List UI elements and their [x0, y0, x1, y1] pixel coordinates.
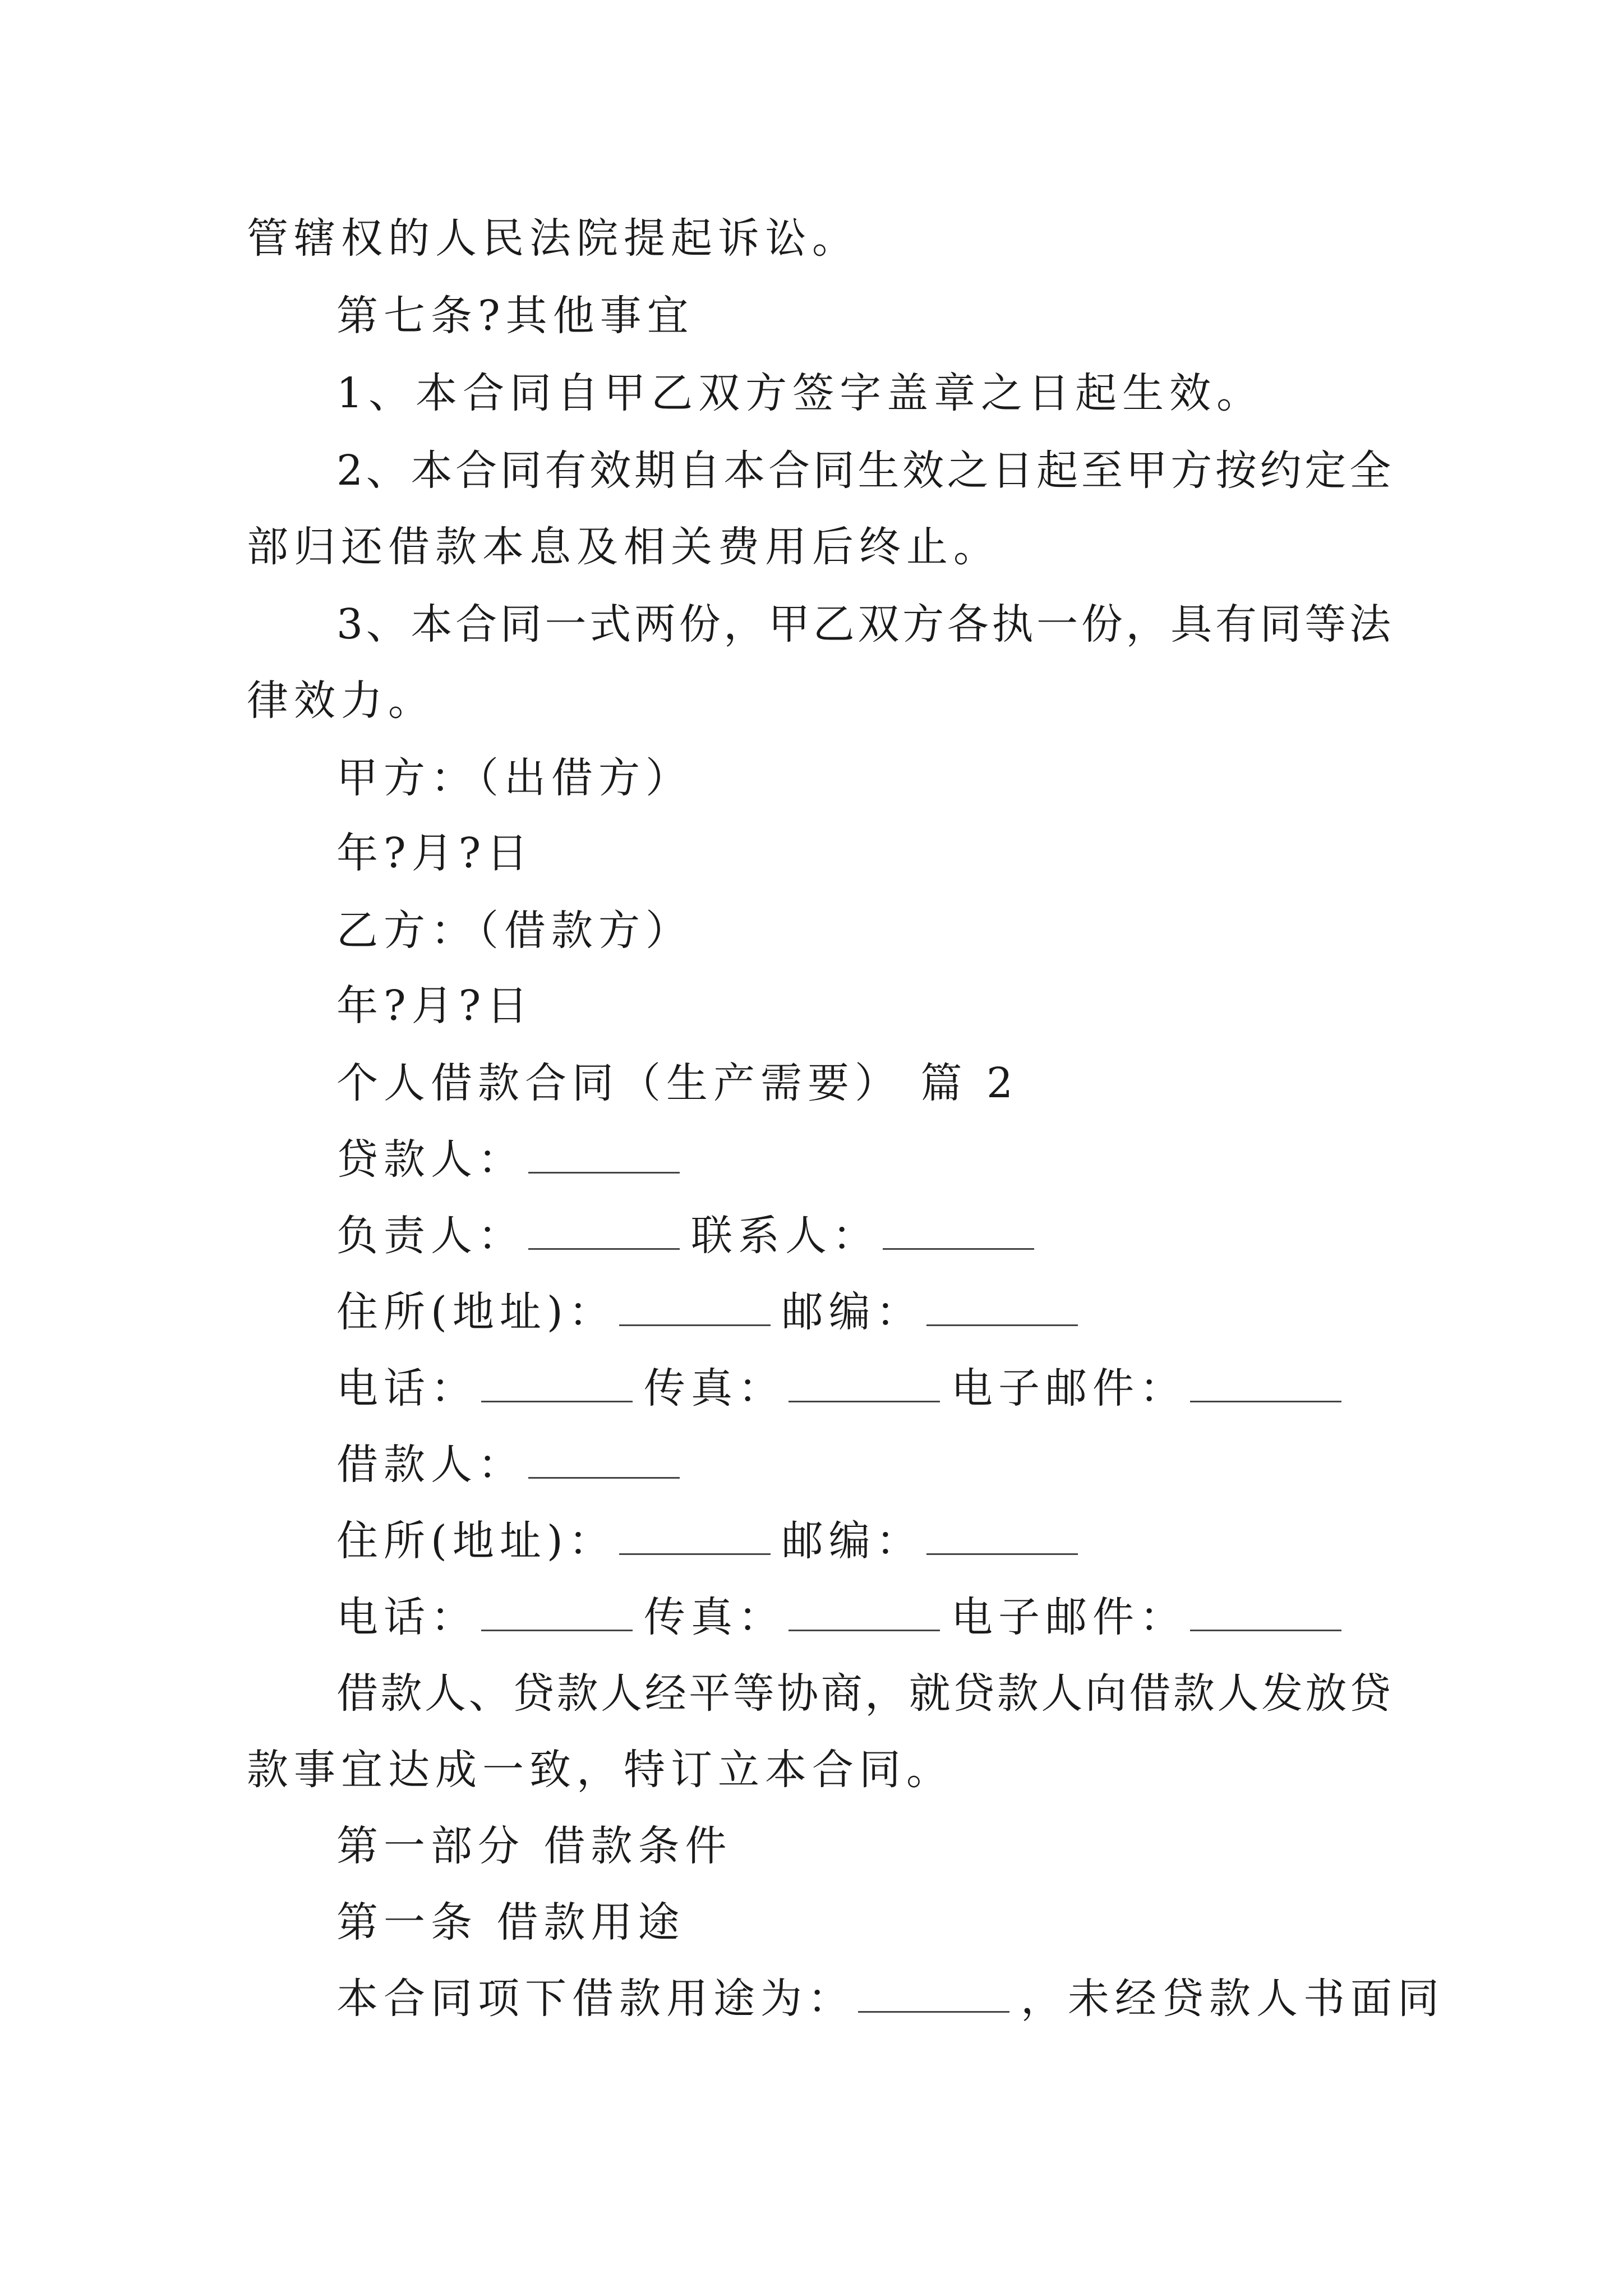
phone-blank[interactable] — [481, 1361, 633, 1402]
field-label: 传真： — [644, 1364, 785, 1412]
lender-row — [336, 1129, 691, 1190]
phone-row — [336, 1586, 1353, 1648]
contact-blank[interactable] — [883, 1209, 1034, 1250]
field-label: 住所(地址)： — [336, 1288, 616, 1336]
fax-blank[interactable] — [789, 1361, 940, 1402]
paragraph-line: 管辖权的人民法院提起诉讼。 — [247, 214, 859, 263]
field-label: 住所(地址)： — [336, 1517, 616, 1565]
field-label: 负责人： — [336, 1212, 525, 1260]
email-blank[interactable] — [1190, 1590, 1341, 1631]
paragraph-line: 款事宜达成一致，特订立本合同。 — [247, 1746, 953, 1794]
field-label: 借款人： — [336, 1441, 525, 1489]
field-label: 联系人： — [691, 1212, 879, 1260]
field-label: 邮编： — [781, 1288, 923, 1336]
paragraph-line: 2、本合同有效期自本合同生效之日起至甲方按约定全 — [336, 447, 1391, 495]
field-label: 贷款人： — [336, 1135, 525, 1184]
paragraph-line: 律效力。 — [247, 677, 435, 725]
article-heading: 第七条?其他事宜 — [336, 292, 694, 340]
field-label: 电话： — [336, 1364, 478, 1412]
paragraph-line: 3、本合同一式两份，甲乙双方各执一份，具有同等法 — [336, 600, 1391, 648]
address-row — [336, 1281, 1089, 1343]
field-label: 电子邮件： — [951, 1593, 1187, 1641]
section-title: 个人借款合同（生产需要） 篇 2 — [336, 1059, 1019, 1107]
party-b-label: 乙方：（借款方） — [336, 907, 693, 955]
postcode-blank[interactable] — [926, 1285, 1078, 1326]
part-heading: 第一部分 借款条件 — [336, 1822, 732, 1870]
field-label: 传真： — [644, 1593, 785, 1641]
borrower-blank[interactable] — [528, 1438, 680, 1479]
address-blank[interactable] — [619, 1514, 771, 1555]
phone-blank[interactable] — [481, 1590, 633, 1631]
field-label: 电话： — [336, 1593, 478, 1641]
loan-purpose-blank[interactable] — [858, 1972, 1009, 2013]
email-blank[interactable] — [1190, 1361, 1341, 1402]
paragraph-text: ，未经贷款人书面同 — [1021, 1975, 1445, 2023]
responsible-row — [336, 1205, 1045, 1267]
article-heading: 第一条 借款用途 — [336, 1898, 685, 1947]
party-b-date: 年?月?日 — [336, 982, 534, 1030]
party-a-date: 年?月?日 — [336, 829, 534, 877]
field-label: 电子邮件： — [951, 1364, 1187, 1412]
phone-row — [336, 1358, 1353, 1419]
address-row — [336, 1510, 1089, 1572]
field-label: 邮编： — [781, 1517, 923, 1565]
paragraph-line: 部归还借款本息及相关费用后终止。 — [247, 523, 1000, 571]
field-label: 本合同项下借款用途为： — [336, 1975, 855, 2023]
paragraph-line: 借款人、贷款人经平等协商，就贷款人向借款人发放贷 — [336, 1669, 1391, 1718]
responsible-blank[interactable] — [528, 1209, 680, 1250]
borrower-row — [336, 1434, 691, 1496]
party-a-label: 甲方：（出借方） — [336, 754, 693, 802]
fax-blank[interactable] — [789, 1590, 940, 1631]
loan-purpose-row — [336, 1968, 1445, 2030]
lender-blank[interactable] — [528, 1133, 680, 1174]
postcode-blank[interactable] — [926, 1514, 1078, 1555]
address-blank[interactable] — [619, 1285, 771, 1326]
paragraph-line: 1、本合同自甲乙双方签字盖章之日起生效。 — [336, 369, 1264, 417]
